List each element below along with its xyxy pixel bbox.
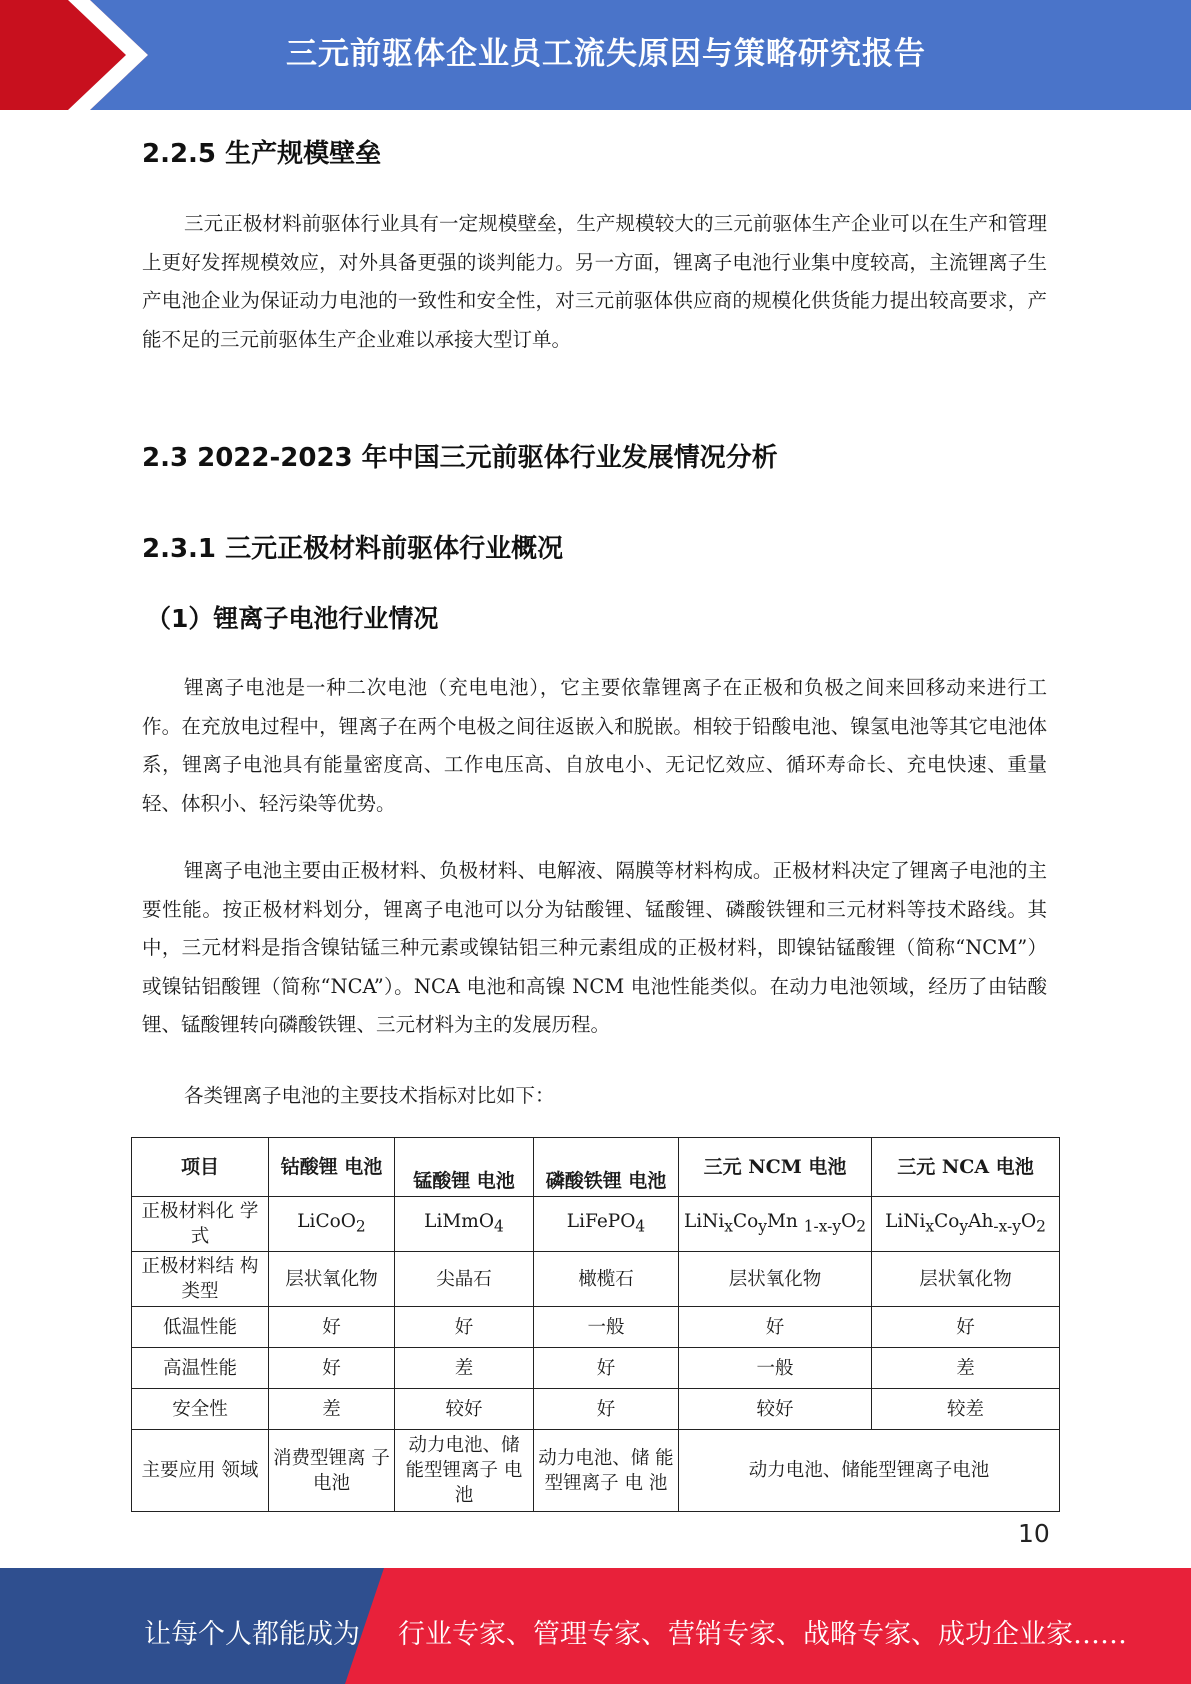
header-cell-nca: 三元 NCA 电池 xyxy=(872,1138,1060,1197)
table-row-application xyxy=(132,1430,1060,1512)
header-cell-item: 项目 xyxy=(132,1138,269,1197)
subsection-heading-li-ion: （1）锂离子电池行业情况 xyxy=(146,604,439,633)
header-cell-licoo2: 钴酸锂 电池 xyxy=(269,1138,395,1197)
header-arrow-decoration xyxy=(0,0,160,110)
table-row-formula xyxy=(132,1197,1060,1252)
paragraph-li-ion-materials: 锂离子电池主要由正极材料、负极材料、电解液、隔膜等材料构成。正极材料决定了锂离子电池的主要性能。按正极材料划分，锂离子电池可以分为钴酸锂、锰酸锂、磷酸铁锂和三元材料等技术路线。其中，三元材料是指含镍钴锰三种元素或镍钴铝三种元素组成的正极材料，即镍钴锰酸锂（简称“NCM”）或镍钴铝酸锂（简称“NCA”）。NCA 电池和高镍 NCM 电池性能类似。在动力电池领域，经历了由钴酸锂、锰酸锂转向磷酸铁锂、三元材料为主的发展历程。 xyxy=(142,859,1047,1036)
report-title: 三元前驱体企业员工流失原因与策略研究报告 xyxy=(286,36,926,72)
row-label: 正极材料化 学式 xyxy=(132,1197,269,1252)
formula-cell: LiCoO$_2$ xyxy=(269,1197,395,1252)
row-label: 低温性能 xyxy=(132,1307,269,1348)
table-intro: 各类锂离子电池的主要技术指标对比如下： xyxy=(184,1084,555,1107)
header-cell-lfp: 磷酸铁锂 电池 xyxy=(534,1138,679,1197)
table-cell: 较差 xyxy=(872,1389,1060,1430)
formula-cell: LiFePO$_4$ xyxy=(534,1197,679,1252)
section-heading-2-3: 2.3 2022-2023 年中国三元前驱体行业发展情况分析 xyxy=(142,443,778,473)
footer-slogan-right: 行业专家、管理专家、营销专家、战略专家、成功企业家…… xyxy=(398,1619,1127,1650)
table-cell: 尖晶石 xyxy=(395,1252,534,1307)
table-cell: 较好 xyxy=(679,1389,872,1430)
table-cell: 动力电池、储 能型锂离子 电 池 xyxy=(534,1430,679,1512)
header-cell-ncm: 三元 NCM 电池 xyxy=(679,1138,872,1197)
page-footer xyxy=(0,1568,1191,1684)
table-page-break-mask xyxy=(125,1513,1065,1543)
paragraph-scale-barrier: 三元正极材料前驱体行业具有一定规模壁垒，生产规模较大的三元前驱体生产企业可以在生产和管理上更好发挥规模效应，对外具备更强的谈判能力。另一方面，锂离子电池行业集中度较高，主流锂离子生产电池企业为保证动力电池的一致性和安全性，对三元前驱体供应商的规模化供货能力提出较高要求，产能不足的三元前驱体生产企业难以承接大型订单。 xyxy=(142,212,1047,351)
row-label: 高温性能 xyxy=(132,1348,269,1389)
table-cell: 差 xyxy=(269,1389,395,1430)
table-cell: 差 xyxy=(872,1348,1060,1389)
formula-cell: LiMmO$_4$ xyxy=(395,1197,534,1252)
header-cell-limn: 锰酸锂 电池 xyxy=(395,1138,534,1197)
table-cell: 一般 xyxy=(679,1348,872,1389)
table-cell: 消费型锂离 子电池 xyxy=(269,1430,395,1512)
table-row xyxy=(132,1252,1060,1307)
table-cell: 好 xyxy=(269,1348,395,1389)
table-cell: 层状氧化物 xyxy=(679,1252,872,1307)
page-number: 10 xyxy=(1018,1519,1050,1548)
table-cell: 差 xyxy=(395,1348,534,1389)
section-heading-2-3-1: 2.3.1 三元正极材料前驱体行业概况 xyxy=(142,534,564,564)
table-cell: 好 xyxy=(679,1307,872,1348)
table-cell: 好 xyxy=(269,1307,395,1348)
table-cell: 动力电池、储 能型锂离子 电 池 xyxy=(395,1430,534,1512)
table-cell-merged: 动力电池、储能型锂离子电池 xyxy=(679,1430,1060,1512)
table-cell: 好 xyxy=(395,1307,534,1348)
formula-cell: $LiNi_xCo_yMn$ $_{1-x-y}O_2$ xyxy=(679,1197,872,1252)
table-row xyxy=(132,1307,1060,1348)
table-cell: 一般 xyxy=(534,1307,679,1348)
footer-slogan-left: 让每个人都能成为 xyxy=(144,1619,360,1650)
row-label: 正极材料结 构类型 xyxy=(132,1252,269,1307)
row-label: 安全性 xyxy=(132,1389,269,1430)
table-row xyxy=(132,1348,1060,1389)
table-cell: 橄榄石 xyxy=(534,1252,679,1307)
table-cell: 好 xyxy=(872,1307,1060,1348)
table-cell: 较好 xyxy=(395,1389,534,1430)
formula-cell: $LiNi_xCo_yAh_{-x-y}O_2$ xyxy=(872,1197,1060,1252)
table-row xyxy=(132,1389,1060,1430)
paragraph-li-ion-intro: 锂离子电池是一种二次电池（充电电池），它主要依靠锂离子在正极和负极之间来回移动来进行工作。在充放电过程中，锂离子在两个电极之间往返嵌入和脱嵌。相较于铅酸电池、镍氢电池等其它电池体系，锂离子电池具有能量密度高、工作电压高、自放电小、无记忆效应、循环寿命长、充电快速、重量轻、体积小、轻污染等优势。 xyxy=(142,676,1047,815)
page-header xyxy=(0,0,1191,110)
table-cell: 好 xyxy=(534,1389,679,1430)
section-heading-2-2-5: 2.2.5 生产规模壁垒 xyxy=(142,139,382,169)
row-label: 主要应用 领域 xyxy=(132,1430,269,1512)
battery-comparison-table xyxy=(131,1137,1060,1512)
table-cell: 层状氧化物 xyxy=(269,1252,395,1307)
table-cell: 好 xyxy=(534,1348,679,1389)
table-cell: 层状氧化物 xyxy=(872,1252,1060,1307)
table-header-row xyxy=(132,1138,1060,1197)
